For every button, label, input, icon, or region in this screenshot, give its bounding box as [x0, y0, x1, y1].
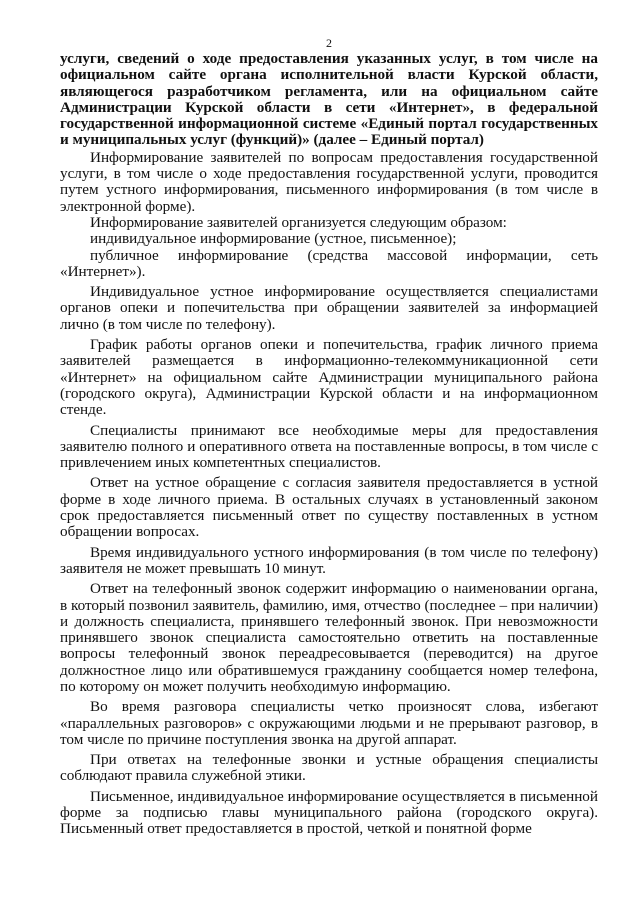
paragraph-6: Индивидуальное устное информирование осуществляется специалистами органов опеки и попечительства при обращении заявителей за информацией лично (в том числе по телефону).: [60, 283, 598, 333]
paragraph-14: Письменное, индивидуальное информирование осуществляется в письменной форме за подписью главы муниципального района (городского округа). Письменный ответ предоставляется в простой, четкой и понятной форме: [60, 787, 598, 838]
paragraph-5: публичное информирование (средства массовой информации, сеть «Интернет»).: [60, 246, 598, 280]
paragraph-11: Ответ на телефонный звонок содержит информацию о наименовании органа, в который позвонил заявитель, фамилию, имя, отчество (последнее – при наличии) и должность специалиста, принявшего телефонный звонок. При невозможности принявшего звонок специалиста самостоятельно ответить на поставленные вопросы телефонный звонок переадресовывается (переводится) на другое должностное лицо или обратившемуся гражданину сообщается номер телефона, по которому он может получить необходимую информацию.: [60, 580, 598, 695]
paragraph-12: Во время разговора специалисты четко произносят слова, избегают «параллельных разговоров» с окружающими людьми и не прерывают разговор, в том числе по причине поступления звонка на другой аппарат.: [60, 698, 598, 748]
paragraph-4: индивидуальное информирование (устное, письменное);: [90, 230, 457, 248]
paragraph-2: Информирование заявителей по вопросам предоставления государственной услуги, в том числе о ходе предоставления государственной услуги, проводится путем устного информирования, письменного информирования (в том числе в электронной форме).: [60, 148, 598, 215]
paragraph-3: Информирование заявителей организуется следующим образом:: [90, 213, 507, 231]
page-number: 2: [326, 36, 332, 50]
paragraph-8: Специалисты принимают все необходимые меры для предоставления заявителю полного и оперативного ответа на поставленные вопросы, в том числе с привлечением иных компетентных специалистов.: [60, 421, 598, 472]
paragraph-1-bold: услуги, сведений о ходе предоставления указанных услуг, в том числе на официальном сайте органа исполнительной власти Курской области, являющегося разработчиком регламента, или на официальном сайте Администрации Курской области в сети «Интернет», в федеральной государственной информационной системе «Единый портал государственных и муниципальных услуг (функций)» (далее – Единый портал): [60, 50, 598, 149]
paragraph-13: При ответах на телефонные звонки и устные обращения специалисты соблюдают правила служебной этики.: [60, 751, 598, 785]
paragraph-10: Время индивидуального устного информирования (в том числе по телефону) заявителя не может превышать 10 минут.: [60, 543, 598, 577]
paragraph-9: Ответ на устное обращение с согласия заявителя предоставляется в устной форме в ходе личного приема. В остальных случаях в установленный законом срок предоставляется письменный ответ по существу поставленных в устном обращении вопросах.: [60, 474, 598, 541]
paragraph-7: График работы органов опеки и попечительства, график личного приема заявителей размещается в информационно-телекоммуникационной сети «Интернет» на официальном сайте Администрации муниципального района (городского округа), Администрации Курской области и на информационном стенде.: [60, 336, 598, 419]
